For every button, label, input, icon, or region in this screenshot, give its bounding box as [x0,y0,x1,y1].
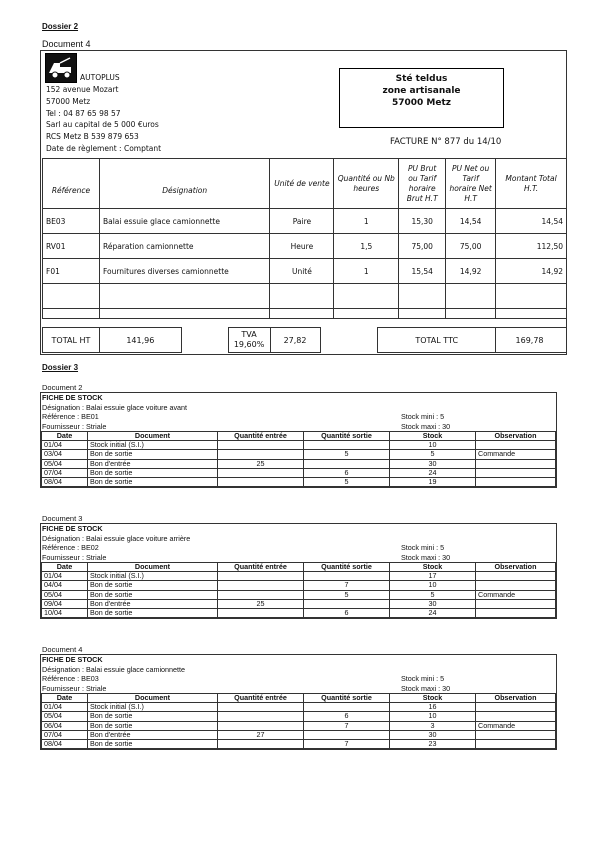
col-header: Quantité ou Nb heures [334,159,399,209]
cell-document: Bon de sortie [88,581,218,590]
total-ht-label: TOTAL HT [43,328,100,353]
cell-observation [476,739,556,748]
col-header: Quantité sortie [304,563,390,572]
stock-row [42,450,556,459]
total-ttc-label: TOTAL TTC [378,328,496,353]
cell-stock: 17 [390,572,476,581]
cell-stock: 23 [390,739,476,748]
cell-observation [476,459,556,468]
cell-document: Bon de sortie [88,468,218,477]
dossier2-doc-label: Document 4 [42,39,91,49]
stock-row [42,459,556,468]
sheet-reference-line [41,674,556,684]
sheet2-doc-label: Document 3 [42,514,83,523]
cell-observation [476,581,556,590]
cell-stock: 24 [390,608,476,617]
cell-date: 01/04 [42,703,88,712]
col-header: Quantité entrée [218,694,304,703]
stock-sheet-be02 [40,523,557,619]
sheet-stock-mini: Stock mini : 5 [401,543,445,552]
company-name: AUTOPLUS [80,73,120,82]
cell-entree [218,703,304,712]
company-line: RCS Metz B 539 879 653 [46,132,139,142]
stock-table [41,431,556,487]
invoice-table [42,158,567,319]
cell-pu-net: 14,54 [446,209,496,234]
col-header: Document [88,563,218,572]
tva-label [228,328,270,353]
sheet-reference: Référence : BE02 [42,543,99,552]
cell-stock: 16 [390,703,476,712]
cell-qty: 1 [334,209,399,234]
cell-entree [218,441,304,450]
sheet-designation: Désignation : Balai essuie glace voiture arrière [42,533,191,543]
cell-date: 05/04 [42,712,88,721]
cell-unit: Unité [270,259,334,284]
sheet-reference-line [41,543,556,553]
stock-row [42,739,556,748]
tva-label-text: TVA [241,330,257,339]
cell-entree: 27 [218,730,304,739]
col-header: Référence [43,159,100,209]
sheet-stock-mini: Stock mini : 5 [401,674,445,683]
sheet-stock-maxi: Stock maxi : 30 [401,683,451,693]
sheet-fournisseur: Fournisseur : Striale [42,683,107,693]
col-header: Date [42,694,88,703]
cell-observation: Commande [476,450,556,459]
cell-date: 05/04 [42,590,88,599]
cell-sortie [304,459,390,468]
cell-entree [218,739,304,748]
cell-entree [218,477,304,486]
cell-date: 10/04 [42,608,88,617]
cell-entree [218,572,304,581]
client-line: zone artisanale [382,86,461,96]
cell-sortie: 6 [304,468,390,477]
col-header: Stock [390,694,476,703]
cell-date: 08/04 [42,739,88,748]
cell-stock: 30 [390,599,476,608]
invoice-row [43,259,567,284]
sheet-stock-maxi: Stock maxi : 30 [401,421,451,431]
cell-observation [476,468,556,477]
cell-observation [476,712,556,721]
company-line: Date de règlement : Comptant [46,143,162,153]
col-header: Observation [476,432,556,441]
cell-stock: 3 [390,721,476,730]
cell-qty: 1 [334,259,399,284]
invoice-row [43,209,567,234]
cell-date: 06/04 [42,721,88,730]
cell-entree [218,590,304,599]
invoice-row [43,234,567,259]
cell-document: Stock initial (S.I.) [88,441,218,450]
cell-designation: Fournitures diverses camionnette [99,259,270,284]
cell-date: 04/04 [42,581,88,590]
cell-date: 09/04 [42,599,88,608]
cell-montant: 14,54 [496,209,567,234]
sheet-stock-mini: Stock mini : 5 [401,412,445,421]
company-line: 57000 Metz [46,96,91,106]
stock-row [42,608,556,617]
invoice-number: FACTURE N° 877 du 14/10 [390,137,502,147]
cell-document: Bon de sortie [88,721,218,730]
col-header: Document [88,694,218,703]
col-header: Document [88,432,218,441]
cell-stock: 10 [390,441,476,450]
client-address-box [339,68,504,128]
cell-document: Bon de sortie [88,477,218,486]
cell-document: Bon d'entrée [88,599,218,608]
invoice-empty-row [43,284,567,309]
stock-row [42,721,556,730]
stock-sheet-be01 [40,392,557,488]
cell-pu-net: 75,00 [446,234,496,259]
tow-truck-logo-icon [45,53,77,83]
cell-ref: RV01 [43,234,100,259]
sheet-stock-maxi: Stock maxi : 30 [401,552,451,562]
sheet-fournisseur-line [41,553,556,563]
col-header: Unité de vente [270,159,334,209]
cell-sortie: 5 [304,590,390,599]
cell-sortie: 5 [304,477,390,486]
company-line: Sarl au capital de 5 000 €uros [46,120,159,130]
stock-table [41,693,556,749]
cell-stock: 19 [390,477,476,486]
stock-row [42,590,556,599]
cell-unit: Heure [270,234,334,259]
cell-unit: Paire [270,209,334,234]
cell-pu-net: 14,92 [446,259,496,284]
col-header: Quantité sortie [304,432,390,441]
cell-pu-brut: 15,54 [399,259,446,284]
stock-row [42,581,556,590]
cell-document: Stock initial (S.I.) [88,572,218,581]
cell-stock: 30 [390,459,476,468]
cell-designation: Réparation camionnette [99,234,270,259]
company-line: Tel : 04 87 65 98 57 [46,108,121,118]
sheet3-doc-label: Document 4 [42,645,83,654]
stock-row [42,477,556,486]
cell-stock: 30 [390,730,476,739]
stock-row [42,712,556,721]
cell-entree [218,450,304,459]
cell-sortie: 7 [304,721,390,730]
tva-value: 27,82 [270,328,320,353]
cell-stock: 10 [390,581,476,590]
cell-observation [476,572,556,581]
sheet-fournisseur-line [41,422,556,432]
cell-sortie: 5 [304,450,390,459]
cell-entree [218,721,304,730]
sheet-title: FICHE DE STOCK [42,393,103,402]
cell-montant: 112,50 [496,234,567,259]
tva-rate: 19,60% [233,340,265,349]
cell-document: Bon de sortie [88,608,218,617]
cell-date: 07/04 [42,730,88,739]
company-address [46,84,161,155]
cell-observation [476,477,556,486]
sheet-fournisseur-line [41,684,556,694]
cell-observation [476,608,556,617]
col-header: Stock [390,432,476,441]
cell-pu-brut: 75,00 [399,234,446,259]
col-header: Quantité entrée [218,563,304,572]
cell-sortie: 6 [304,712,390,721]
col-header: Quantité sortie [304,694,390,703]
cell-sortie: 7 [304,581,390,590]
sheet-reference: Référence : BE01 [42,412,99,421]
col-header: Date [42,432,88,441]
cell-sortie: 7 [304,739,390,748]
dossier2-title: Dossier 2 [42,22,79,31]
col-header: Désignation [99,159,270,209]
stock-table [41,562,556,618]
cell-montant: 14,92 [496,259,567,284]
cell-entree [218,608,304,617]
total-ttc-value: 169,78 [496,328,567,353]
cell-stock: 5 [390,450,476,459]
invoice-header-row [43,159,567,209]
cell-stock: 24 [390,468,476,477]
cell-date: 01/04 [42,441,88,450]
col-header: Montant Total H.T. [496,159,567,209]
sheet-designation: Désignation : Balai essuie glace camionnette [42,664,186,674]
cell-date: 08/04 [42,477,88,486]
cell-date: 05/04 [42,459,88,468]
sheet-reference-line [41,412,556,422]
cell-entree [218,712,304,721]
cell-document: Bon de sortie [88,712,218,721]
cell-document: Bon de sortie [88,590,218,599]
sheet1-doc-label: Document 2 [42,383,83,392]
col-header: PU Net ou Tarif horaire Net H.T [446,159,496,209]
col-header: PU Brut ou Tarif horaire Brut H.T [399,159,446,209]
stock-sheet-be03 [40,654,557,750]
cell-document: Stock initial (S.I.) [88,703,218,712]
cell-stock: 5 [390,590,476,599]
cell-entree: 25 [218,599,304,608]
cell-entree [218,468,304,477]
cell-document: Bon d'entrée [88,730,218,739]
cell-observation: Commande [476,721,556,730]
total-ht-value: 141,96 [99,328,181,353]
cell-document: Bon d'entrée [88,459,218,468]
cell-document: Bon de sortie [88,450,218,459]
cell-date: 01/04 [42,572,88,581]
totals-table [42,327,567,353]
cell-ref: BE03 [43,209,100,234]
cell-entree: 25 [218,459,304,468]
cell-ref: F01 [43,259,100,284]
sheet-title: FICHE DE STOCK [42,524,103,533]
client-line: 57000 Metz [391,98,452,108]
cell-sortie: 6 [304,608,390,617]
cell-pu-brut: 15,30 [399,209,446,234]
col-header: Quantité entrée [218,432,304,441]
sheet-designation: Désignation : Balai essuie glace voiture avant [42,402,188,412]
cell-qty: 1,5 [334,234,399,259]
cell-date: 03/04 [42,450,88,459]
col-header: Observation [476,563,556,572]
sheet-fournisseur: Fournisseur : Striale [42,552,107,562]
company-line: 152 avenue Mozart [46,85,119,94]
cell-stock: 10 [390,712,476,721]
col-header: Date [42,563,88,572]
sheet-reference: Référence : BE03 [42,674,99,683]
invoice-spacer-row [43,309,567,319]
cell-observation [476,703,556,712]
sheet-title: FICHE DE STOCK [42,655,103,664]
dossier3-title: Dossier 3 [42,363,79,372]
col-header: Observation [476,694,556,703]
cell-designation: Balai essuie glace camionnette [99,209,270,234]
client-line: Sté teldus [395,74,448,84]
col-header: Stock [390,563,476,572]
cell-observation [476,730,556,739]
cell-observation [476,599,556,608]
cell-observation: Commande [476,590,556,599]
cell-document: Bon de sortie [88,739,218,748]
cell-date: 07/04 [42,468,88,477]
sheet-fournisseur: Fournisseur : Striale [42,421,107,431]
cell-entree [218,581,304,590]
